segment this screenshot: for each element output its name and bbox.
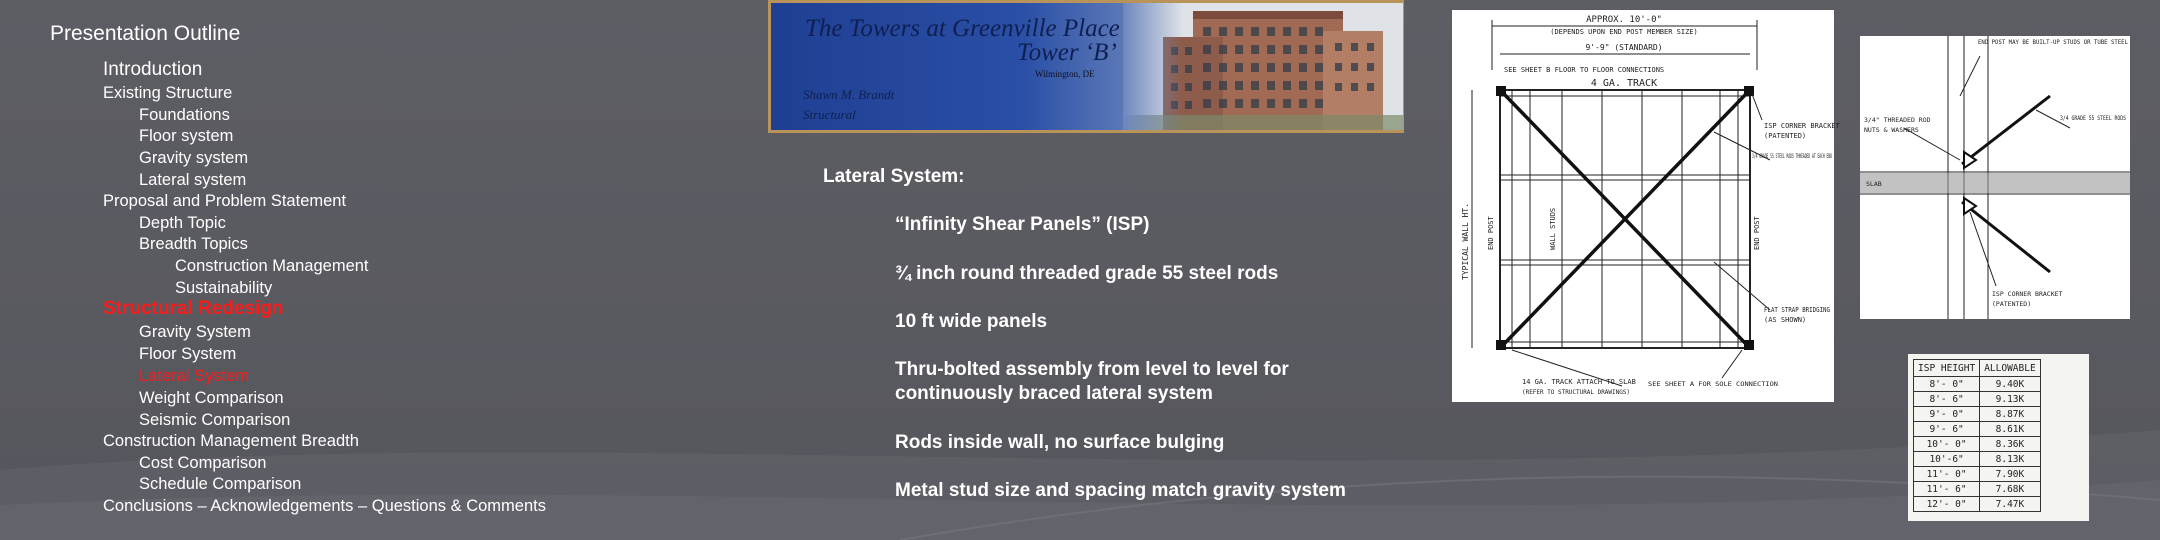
frame-note-bridging: FLAT STRAP BRIDGING <box>1764 306 1830 314</box>
outline-item: Conclusions – Acknowledgements – Questions & Comments <box>103 497 546 515</box>
content-bullet: 10 ft wide panels <box>895 311 1048 332</box>
frame-label-end-post-left: END POST <box>1487 216 1495 250</box>
outline-item: Construction Management <box>175 257 369 275</box>
outline-item: Depth Topic <box>139 214 226 232</box>
table-cell-height: 8'- 0" <box>1914 377 1980 392</box>
frame-dim-top: APPROX. 10'-0" <box>1586 15 1662 25</box>
frame-note-bottom-right: SEE SHEET A FOR SOLE CONNECTION <box>1648 380 1779 388</box>
frame-note-bottom-b: (REFER TO STRUCTURAL DRAWINGS) <box>1522 388 1630 396</box>
outline-item: Foundations <box>139 106 230 124</box>
building-photo <box>1123 3 1403 130</box>
banner-option: Structural <box>803 107 856 122</box>
outline-item: Cost Comparison <box>139 454 267 472</box>
table-cell-allowable: 7.47K <box>1980 497 2040 512</box>
table-cell-allowable: 9.40K <box>1980 377 2040 392</box>
table-cell-allowable: 7.68K <box>1980 482 2040 497</box>
table-row <box>1914 452 2041 467</box>
outline-item: Sustainability <box>175 279 273 297</box>
outline-item: Floor System <box>139 345 237 363</box>
table-row <box>1914 497 2041 512</box>
banner-author: Shawn M. Brandt <box>803 87 895 102</box>
outline-item: Proposal and Problem Statement <box>103 192 347 210</box>
table-row <box>1914 482 2041 497</box>
table-cell-height: 10'- 0" <box>1914 437 1980 452</box>
detail-note-right: 3/4 GRADE 55 STEEL RODS <box>2060 114 2127 122</box>
banner-title-line1: The Towers at Greenville Place <box>805 15 1120 42</box>
table-cell-allowable: 8.61K <box>1980 422 2040 437</box>
outline-item: Structural Redesign <box>103 298 284 319</box>
detail-note-left: 3/4" THREADED ROD <box>1864 116 1931 124</box>
isp-allowable-table <box>1913 359 2041 512</box>
content-bullet: “Infinity Shear Panels” (ISP) <box>895 214 1150 235</box>
outline-item: Gravity system <box>139 149 249 167</box>
outline-item: Construction Management Breadth <box>103 432 359 450</box>
banner-title-line2: Tower ‘B’ <box>1017 39 1117 66</box>
isp-allowable-table-image <box>1908 354 2089 521</box>
detail-note-bottom: ISP CORNER BRACKET <box>1992 290 2063 298</box>
table-cell-allowable: 9.13K <box>1980 392 2040 407</box>
frame-note-corner-bracket-b: (PATENTED) <box>1764 132 1807 140</box>
detail-drawing-svg <box>1860 36 2130 319</box>
table-cell-allowable: 8.13K <box>1980 452 2040 467</box>
table-header-allowable: ALLOWABLE <box>1980 360 2040 377</box>
outline-item: Gravity System <box>139 323 251 341</box>
frame-note-top: SEE SHEET B FLOOR TO FLOOR CONNECTIONS <box>1504 66 1665 74</box>
content-bullet: Metal stud size and spacing match gravity system <box>895 480 1346 501</box>
outline-item: Breadth Topics <box>139 235 248 253</box>
frame-dim-top-note: (DEPENDS UPON END POST MEMBER SIZE) <box>1550 28 1698 36</box>
table-row <box>1914 392 2041 407</box>
table-cell-height: 11'- 0" <box>1914 467 1980 482</box>
content-heading: Lateral System: <box>823 166 965 187</box>
outline-item: Lateral System <box>139 367 250 385</box>
table-row <box>1914 467 2041 482</box>
table-cell-height: 12'- 0" <box>1914 497 1980 512</box>
table-cell-height: 10'-6" <box>1914 452 1980 467</box>
content-bullet: Rods inside wall, no surface bulging <box>895 432 1225 453</box>
detail-note-bottom-b: (PATENTED) <box>1992 300 2032 308</box>
content-bullet: ¾ inch round threaded grade 55 steel rods <box>895 263 1279 284</box>
table-cell-height: 9'- 0" <box>1914 407 1980 422</box>
frame-dim-inner: 9'-9" (STANDARD) <box>1585 43 1663 52</box>
content-bullet: Thru-bolted assembly from level to level for continuously braced lateral system <box>895 359 1289 404</box>
table-cell-allowable: 8.87K <box>1980 407 2040 422</box>
table-header-height: ISP HEIGHT <box>1914 360 1980 377</box>
outline-item: Schedule Comparison <box>139 475 302 493</box>
frame-label-left-dim: TYPICAL WALL HT. <box>1461 202 1470 280</box>
table-row <box>1914 377 2041 392</box>
table-row <box>1914 437 2041 452</box>
outline-item: Seismic Comparison <box>139 411 291 429</box>
outline-item: Lateral system <box>139 171 247 189</box>
banner-city: Wilmington, DE <box>1035 69 1095 79</box>
outline-title: Presentation Outline <box>50 22 241 45</box>
table-cell-allowable: 7.90K <box>1980 467 2040 482</box>
title-banner <box>768 0 1404 133</box>
table-row <box>1914 422 2041 437</box>
isp-frame-drawing <box>1452 10 1840 402</box>
isp-corner-detail-drawing <box>1860 36 2130 319</box>
frame-note-rods: 3/4 GRADE 55 STEEL RODS THREADED AT EACH END <box>1752 152 1833 160</box>
outline-item: Floor system <box>139 127 234 145</box>
table-cell-height: 9'- 6" <box>1914 422 1980 437</box>
frame-drawing-svg <box>1452 10 1840 402</box>
detail-note-left-b: NUTS & WASHERS <box>1864 126 1919 134</box>
frame-note-bottom: 14 GA. TRACK ATTACH TO SLAB <box>1522 378 1636 386</box>
detail-note-top: END POST MAY BE BUILT-UP STUDS OR TUBE STEEL <box>1978 38 2129 46</box>
table-cell-allowable: 8.36K <box>1980 437 2040 452</box>
outline-item: Introduction <box>103 59 203 80</box>
frame-note-bridging-b: (AS SHOWN) <box>1764 316 1807 324</box>
table-cell-height: 8'- 6" <box>1914 392 1980 407</box>
detail-note-slab: SLAB <box>1866 180 1882 188</box>
frame-note-corner-bracket: ISP CORNER BRACKET <box>1764 122 1840 130</box>
outline-item: Existing Structure <box>103 84 233 102</box>
frame-label-end-post-right: END POST <box>1753 216 1761 250</box>
table-row <box>1914 407 2041 422</box>
outline-item: Weight Comparison <box>139 389 284 407</box>
table-cell-height: 11'- 6" <box>1914 482 1980 497</box>
frame-track-label: 4 GA. TRACK <box>1590 78 1658 89</box>
frame-label-wall-studs: WALL STUDS <box>1549 207 1557 250</box>
